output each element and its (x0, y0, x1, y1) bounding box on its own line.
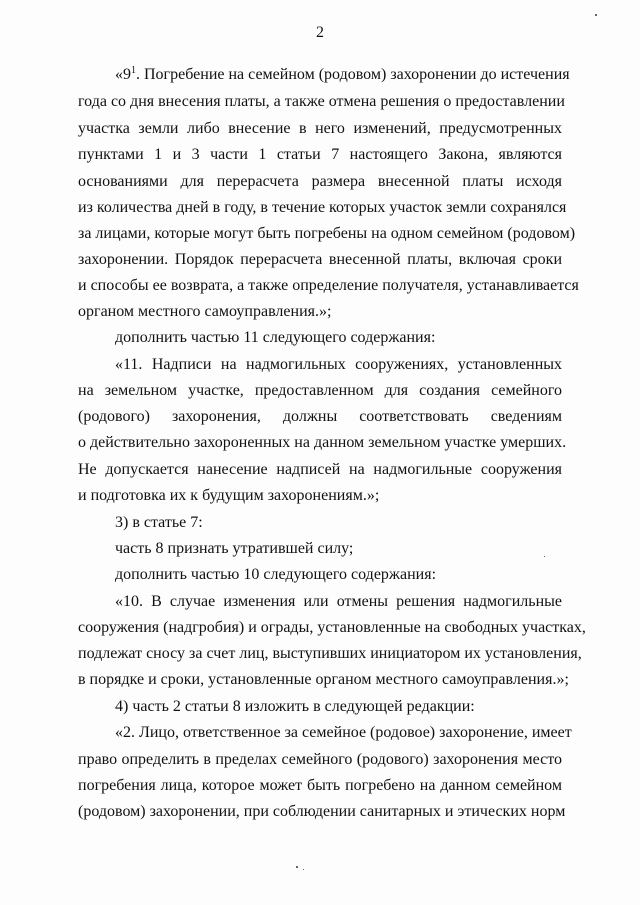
scan-speck (544, 556, 545, 557)
paragraph-line: «10. В случае изменения или отмены решения надмогильные (115, 593, 562, 610)
paragraph-line: года со дня внесения платы, а также отмена решения о предоставлении (78, 93, 565, 110)
scan-speck (296, 866, 298, 868)
scan-speck (303, 869, 304, 870)
paragraph-line: (родовом) захоронении, при соблюдении санитарных и этических норм (78, 803, 566, 820)
paragraph-line: в порядке и сроки, установленные органом местного самоуправления.»; (78, 671, 569, 688)
paragraph-line: право определить в пределах семейного (родового) захоронения место (78, 751, 562, 768)
paragraph-line: подлежат сносу за счет лиц, выступивших инициатором их установления, (78, 645, 582, 662)
paragraph-line: органом местного самоуправления.»; (78, 303, 332, 320)
superscript: 1 (131, 65, 136, 76)
paragraph-line (115, 63, 570, 87)
paragraph-line: сооружения (надгробия) и ограды, установленные на свободных участках, (78, 619, 586, 636)
paragraph-line: 4) часть 2 статьи 8 изложить в следующей редакции: (115, 698, 475, 715)
paragraph-line: и способы ее возврата, а также определение получателя, устанавливается (78, 277, 579, 294)
text-fragment: «9 (115, 66, 131, 83)
paragraph-line: на земельном участке, предоставленном для создания семейного (78, 382, 562, 399)
paragraph-line: «11. Надписи на надмогильных сооружениях, установленных (115, 356, 562, 373)
paragraph-line: часть 8 признать утратившей силу; (115, 540, 354, 557)
paragraph-line: дополнить частью 10 следующего содержания: (115, 566, 437, 583)
page-number: 2 (316, 24, 324, 41)
text-fragment: . Погребение на семейном (родовом) захоронении до истечения (136, 66, 570, 83)
scan-speck (595, 14, 597, 16)
paragraph-line: о действительно захороненных на данном земельном участке умерших. (78, 434, 567, 451)
paragraph-line: участка земли либо внесение в него изменений, предусмотренных (78, 120, 562, 137)
paragraph-line: за лицами, которые могут быть погребены на одном семейном (родовом) (78, 225, 576, 242)
paragraph-line: пунктами 1 и 3 части 1 статьи 7 настоящего Закона, являются (78, 146, 562, 163)
paragraph-line: (родового) захоронения, должны соответствовать сведениям (78, 408, 562, 425)
paragraph-line: основаниями для перерасчета размера внесенной платы исходя (78, 173, 562, 190)
paragraph-line: 3) в статье 7: (115, 514, 203, 531)
paragraph-line: захоронении. Порядок перерасчета внесенной платы, включая сроки (78, 251, 562, 268)
paragraph-line: погребения лица, которое может быть погребено на данном семейном (78, 777, 562, 794)
paragraph-line: дополнить частью 11 следующего содержания: (115, 329, 436, 346)
paragraph-line: из количества дней в году, в течение которых участок земли сохранялся (78, 199, 567, 216)
paragraph-line: и подготовка их к будущим захоронениям.»; (78, 487, 380, 504)
paragraph-line: Не допускается нанесение надписей на надмогильные сооружения (78, 461, 562, 478)
paragraph-line: «2. Лицо, ответственное за семейное (родовое) захоронение, имеет (115, 724, 572, 741)
